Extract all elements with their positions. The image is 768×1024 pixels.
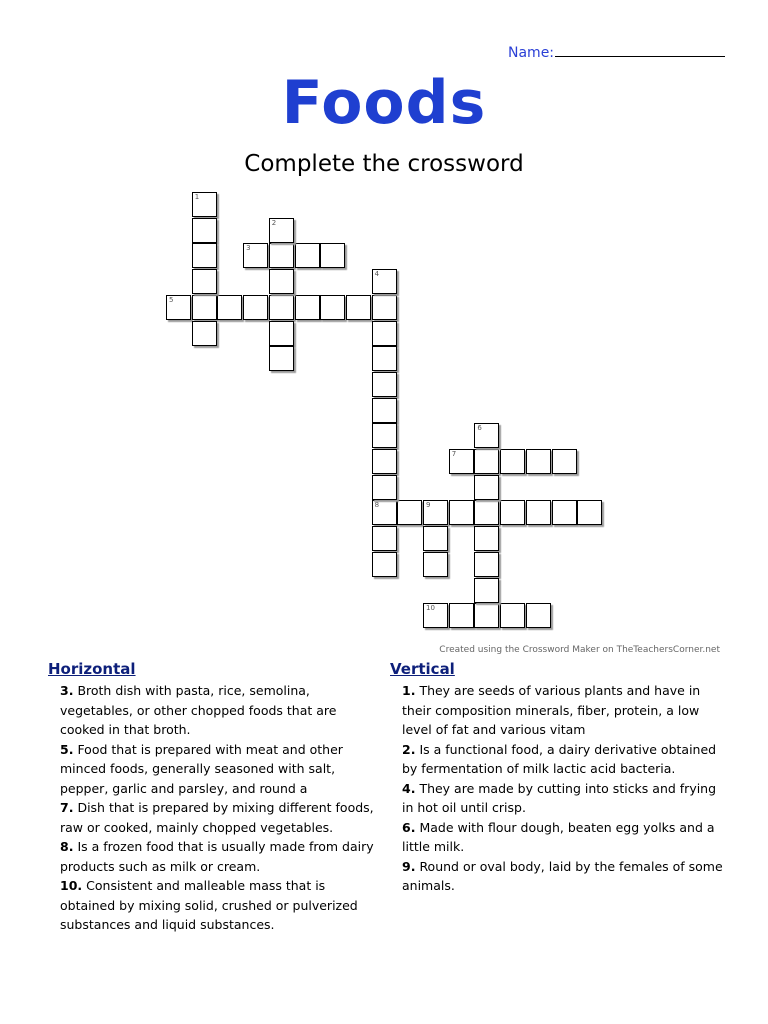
crossword-cell[interactable] (449, 603, 474, 628)
clue-number-label: 7 (451, 450, 457, 458)
crossword-cell[interactable] (269, 269, 294, 294)
crossword-cell[interactable] (500, 603, 525, 628)
clue-item: 6. Made with flour dough, beaten egg yolks and a little milk. (402, 819, 715, 854)
crossword-cell[interactable] (372, 475, 397, 500)
clue-item: 8. Is a frozen food that is usually made from dairy products such as milk or cream. (60, 839, 374, 874)
crossword-cell[interactable] (474, 475, 499, 500)
clue-item: 2. Is a functional food, a dairy derivative obtained by fermentation of milk lactic acid bacteria. (402, 741, 717, 776)
vertical-clues (390, 658, 725, 896)
crossword-cell[interactable] (474, 500, 499, 525)
crossword-cell[interactable] (526, 449, 551, 474)
crossword-cell[interactable] (449, 449, 474, 474)
crossword-cell[interactable] (423, 526, 448, 551)
crossword-cell[interactable] (500, 500, 525, 525)
crossword-cell[interactable] (526, 500, 551, 525)
clue-number-label: 5 (169, 295, 174, 304)
horizontal-heading: Horizontal (48, 660, 136, 678)
clue-number-label: 4 (374, 270, 380, 279)
clue-number-label: 8 (374, 501, 380, 510)
clue-number-label: 1 (194, 193, 200, 201)
crossword-cell[interactable] (372, 346, 397, 371)
crossword-cell[interactable] (372, 372, 397, 397)
clue-number-label: 9 (426, 501, 431, 510)
horizontal-clues (48, 658, 383, 935)
clue-number-label: 3 (246, 244, 251, 253)
page-subtitle: Complete the crossword (244, 151, 524, 177)
crossword-cell[interactable] (372, 321, 397, 346)
crossword-cell[interactable] (243, 243, 268, 268)
crossword-cell[interactable] (500, 449, 525, 474)
clue-item: 7. Dish that is prepared by mixing different foods, raw or cooked, mainly chopped vegetables. (60, 800, 374, 835)
crossword-cell[interactable] (397, 500, 422, 525)
crossword-cell[interactable] (320, 295, 345, 320)
crossword-cell[interactable] (192, 192, 217, 217)
crossword-cell[interactable] (192, 243, 217, 268)
page-title: Foods (281, 68, 487, 138)
crossword-cell[interactable] (474, 449, 499, 474)
clue-item: 1. They are seeds of various plants and have in their composition minerals, fiber, protein, a low level of fat and various vitam (402, 683, 701, 737)
crossword-cell[interactable] (577, 500, 602, 525)
clue-item: 9. Round or oval body, laid by the females of some animals. (402, 858, 723, 893)
crossword-cell[interactable] (372, 295, 397, 320)
crossword-cell[interactable] (526, 603, 551, 628)
crossword-cell[interactable] (372, 449, 397, 474)
crossword-cell[interactable] (166, 295, 191, 320)
crossword-cell[interactable] (192, 218, 217, 243)
clue-item: 10. Consistent and malleable mass that is obtained by mixing solid, crushed or pulverized substances and liquid substances. (60, 878, 358, 932)
crossword-cell[interactable] (243, 295, 268, 320)
crossword-cell[interactable] (552, 500, 577, 525)
crossword-cell[interactable] (269, 295, 294, 320)
crossword-cell[interactable] (269, 321, 294, 346)
crossword-cell[interactable] (192, 321, 217, 346)
crossword-cell[interactable] (449, 500, 474, 525)
crossword-cell[interactable] (423, 552, 448, 577)
clue-number-label: 10 (426, 604, 435, 613)
crossword-cell[interactable] (192, 295, 217, 320)
crossword-cell[interactable] (320, 243, 345, 268)
vertical-heading: Vertical (390, 660, 455, 678)
crossword-cell[interactable] (423, 603, 448, 628)
clue-item: 5. Food that is prepared with meat and other minced foods, generally seasoned with salt, pepper, garlic and parsley, and round a (60, 741, 343, 796)
crossword-cell[interactable] (269, 243, 294, 268)
crossword-cell[interactable] (474, 423, 499, 448)
crossword-cell[interactable] (192, 269, 217, 294)
crossword-cell[interactable] (372, 423, 397, 448)
crossword-cell[interactable] (552, 449, 577, 474)
crossword-cell[interactable] (295, 295, 320, 320)
credit-text: Created using the Crossword Maker on TheTeachersCorner.net (439, 645, 720, 655)
crossword-cell[interactable] (217, 295, 242, 320)
crossword-cell[interactable] (474, 578, 499, 603)
crossword-cell[interactable] (295, 243, 320, 268)
clue-item: 3. Broth dish with pasta, rice, semolina, vegetables, or other chopped foods that are cooked in that broth. (60, 683, 337, 737)
crossword-cell[interactable] (474, 526, 499, 551)
crossword-cell[interactable] (372, 552, 397, 577)
crossword-cell[interactable] (372, 526, 397, 551)
crossword-cell[interactable] (269, 218, 294, 243)
crossword-cell[interactable] (346, 295, 371, 320)
name-label: Name: (508, 45, 555, 61)
clue-number-label: 6 (477, 424, 482, 433)
crossword-cell[interactable] (474, 552, 499, 577)
crossword-cell[interactable] (372, 398, 397, 423)
clue-item: 4. They are made by cutting into sticks and frying in hot oil until crisp. (402, 780, 717, 815)
clue-number-label: 2 (271, 218, 277, 227)
crossword-cell[interactable] (372, 269, 397, 294)
crossword-cell[interactable] (474, 603, 499, 628)
crossword-cell[interactable] (423, 500, 448, 525)
crossword-cell[interactable] (372, 500, 397, 525)
crossword-cell[interactable] (269, 346, 294, 371)
